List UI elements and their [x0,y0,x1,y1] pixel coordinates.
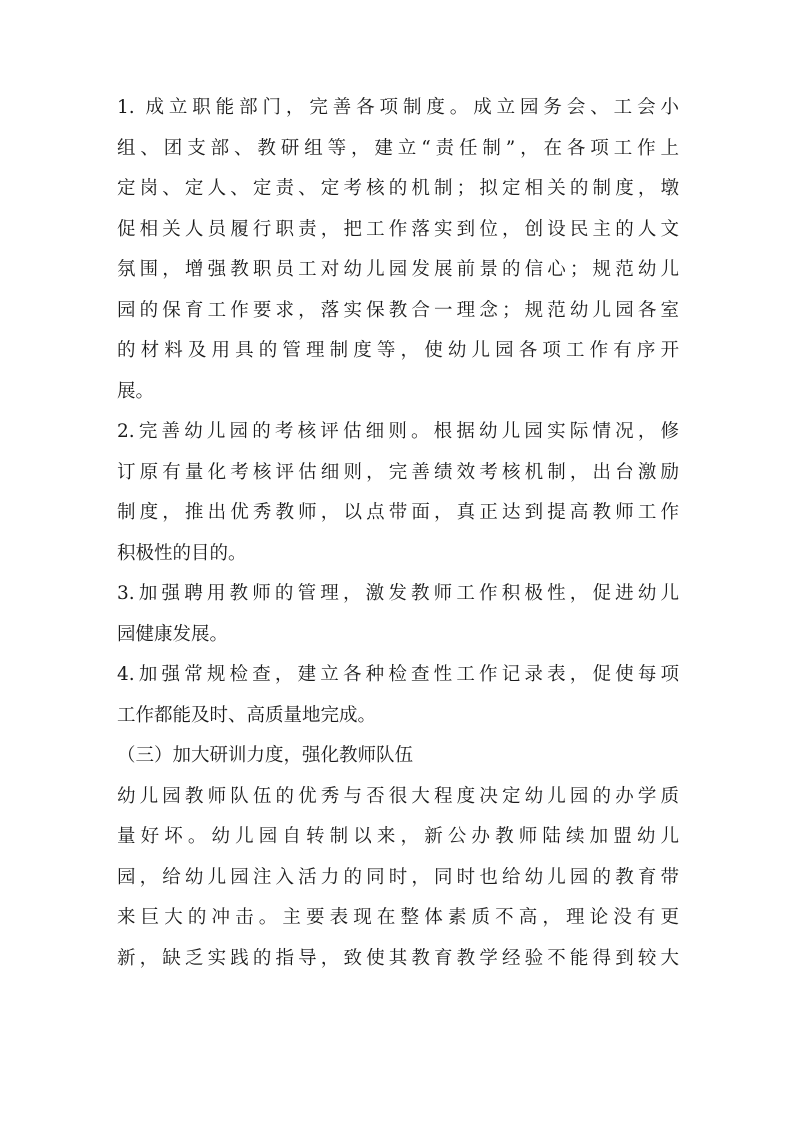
text-line-8: 展。 [117,380,155,402]
text-line-9: 2.完善幼儿园的考核评估细则。根据幼儿园实际情况，修 [117,421,679,442]
text-line-15: 4.加强常规检查，建立各种检查性工作记录表，促使每项 [117,664,679,685]
text-line-13: 3.加强聘用教师的管理，激发教师工作积极性，促进幼儿 [117,583,679,604]
text-line-11: 制度，推出优秀教师，以点带面，真正达到提高教师工作 [117,502,679,523]
text-line-1: 1. 成立职能部门，完善各项制度。成立园务会、工会小 [117,97,679,118]
text-line-16: 工作都能及时、高质量地完成。 [117,704,377,726]
text-line-7: 的材料及用具的管理制度等，使幼儿园各项工作有序开 [117,340,679,361]
text-line-2: 组、团支部、教研组等，建立“责任制”，在各项工作上 [117,137,679,159]
text-line-3: 定岗、定人、定责、定考核的机制；拟定相关的制度，墩 [117,178,679,199]
text-line-4: 促相关人员履行职责，把工作落实到位，创设民主的人文 [117,218,679,240]
text-line-5: 氛围，增强教职员工对幼儿园发展前景的信心；规范幼儿 [117,259,679,280]
text-line-12: 积极性的目的。 [117,542,247,564]
text-line-18: 幼儿园教师队伍的优秀与否很大程度决定幼儿园的办学质 [117,785,679,807]
text-line-10: 订原有量化考核评估细则，完善绩效考核机制，出台激励 [117,461,679,483]
text-line-14: 园健康发展。 [117,623,229,645]
text-line-22: 新，缺乏实践的指导，致使其教育教学经验不能得到较大 [117,947,679,969]
text-line-20: 园，给幼儿园注入活力的同时，同时也给幼儿园的教育带 [117,866,679,888]
text-line-6: 园的保育工作要求，落实保教合一理念；规范幼儿园各室 [117,299,679,321]
section-heading: （三）加大研训力度，强化教师队伍 [117,745,414,766]
document-body [117,88,679,979]
text-line-19: 量好坏。幼儿园自转制以来，新公办教师陆续加盟幼儿 [117,826,679,847]
text-line-21: 来巨大的冲击。主要表现在整体素质不高，理论没有更 [117,907,679,928]
